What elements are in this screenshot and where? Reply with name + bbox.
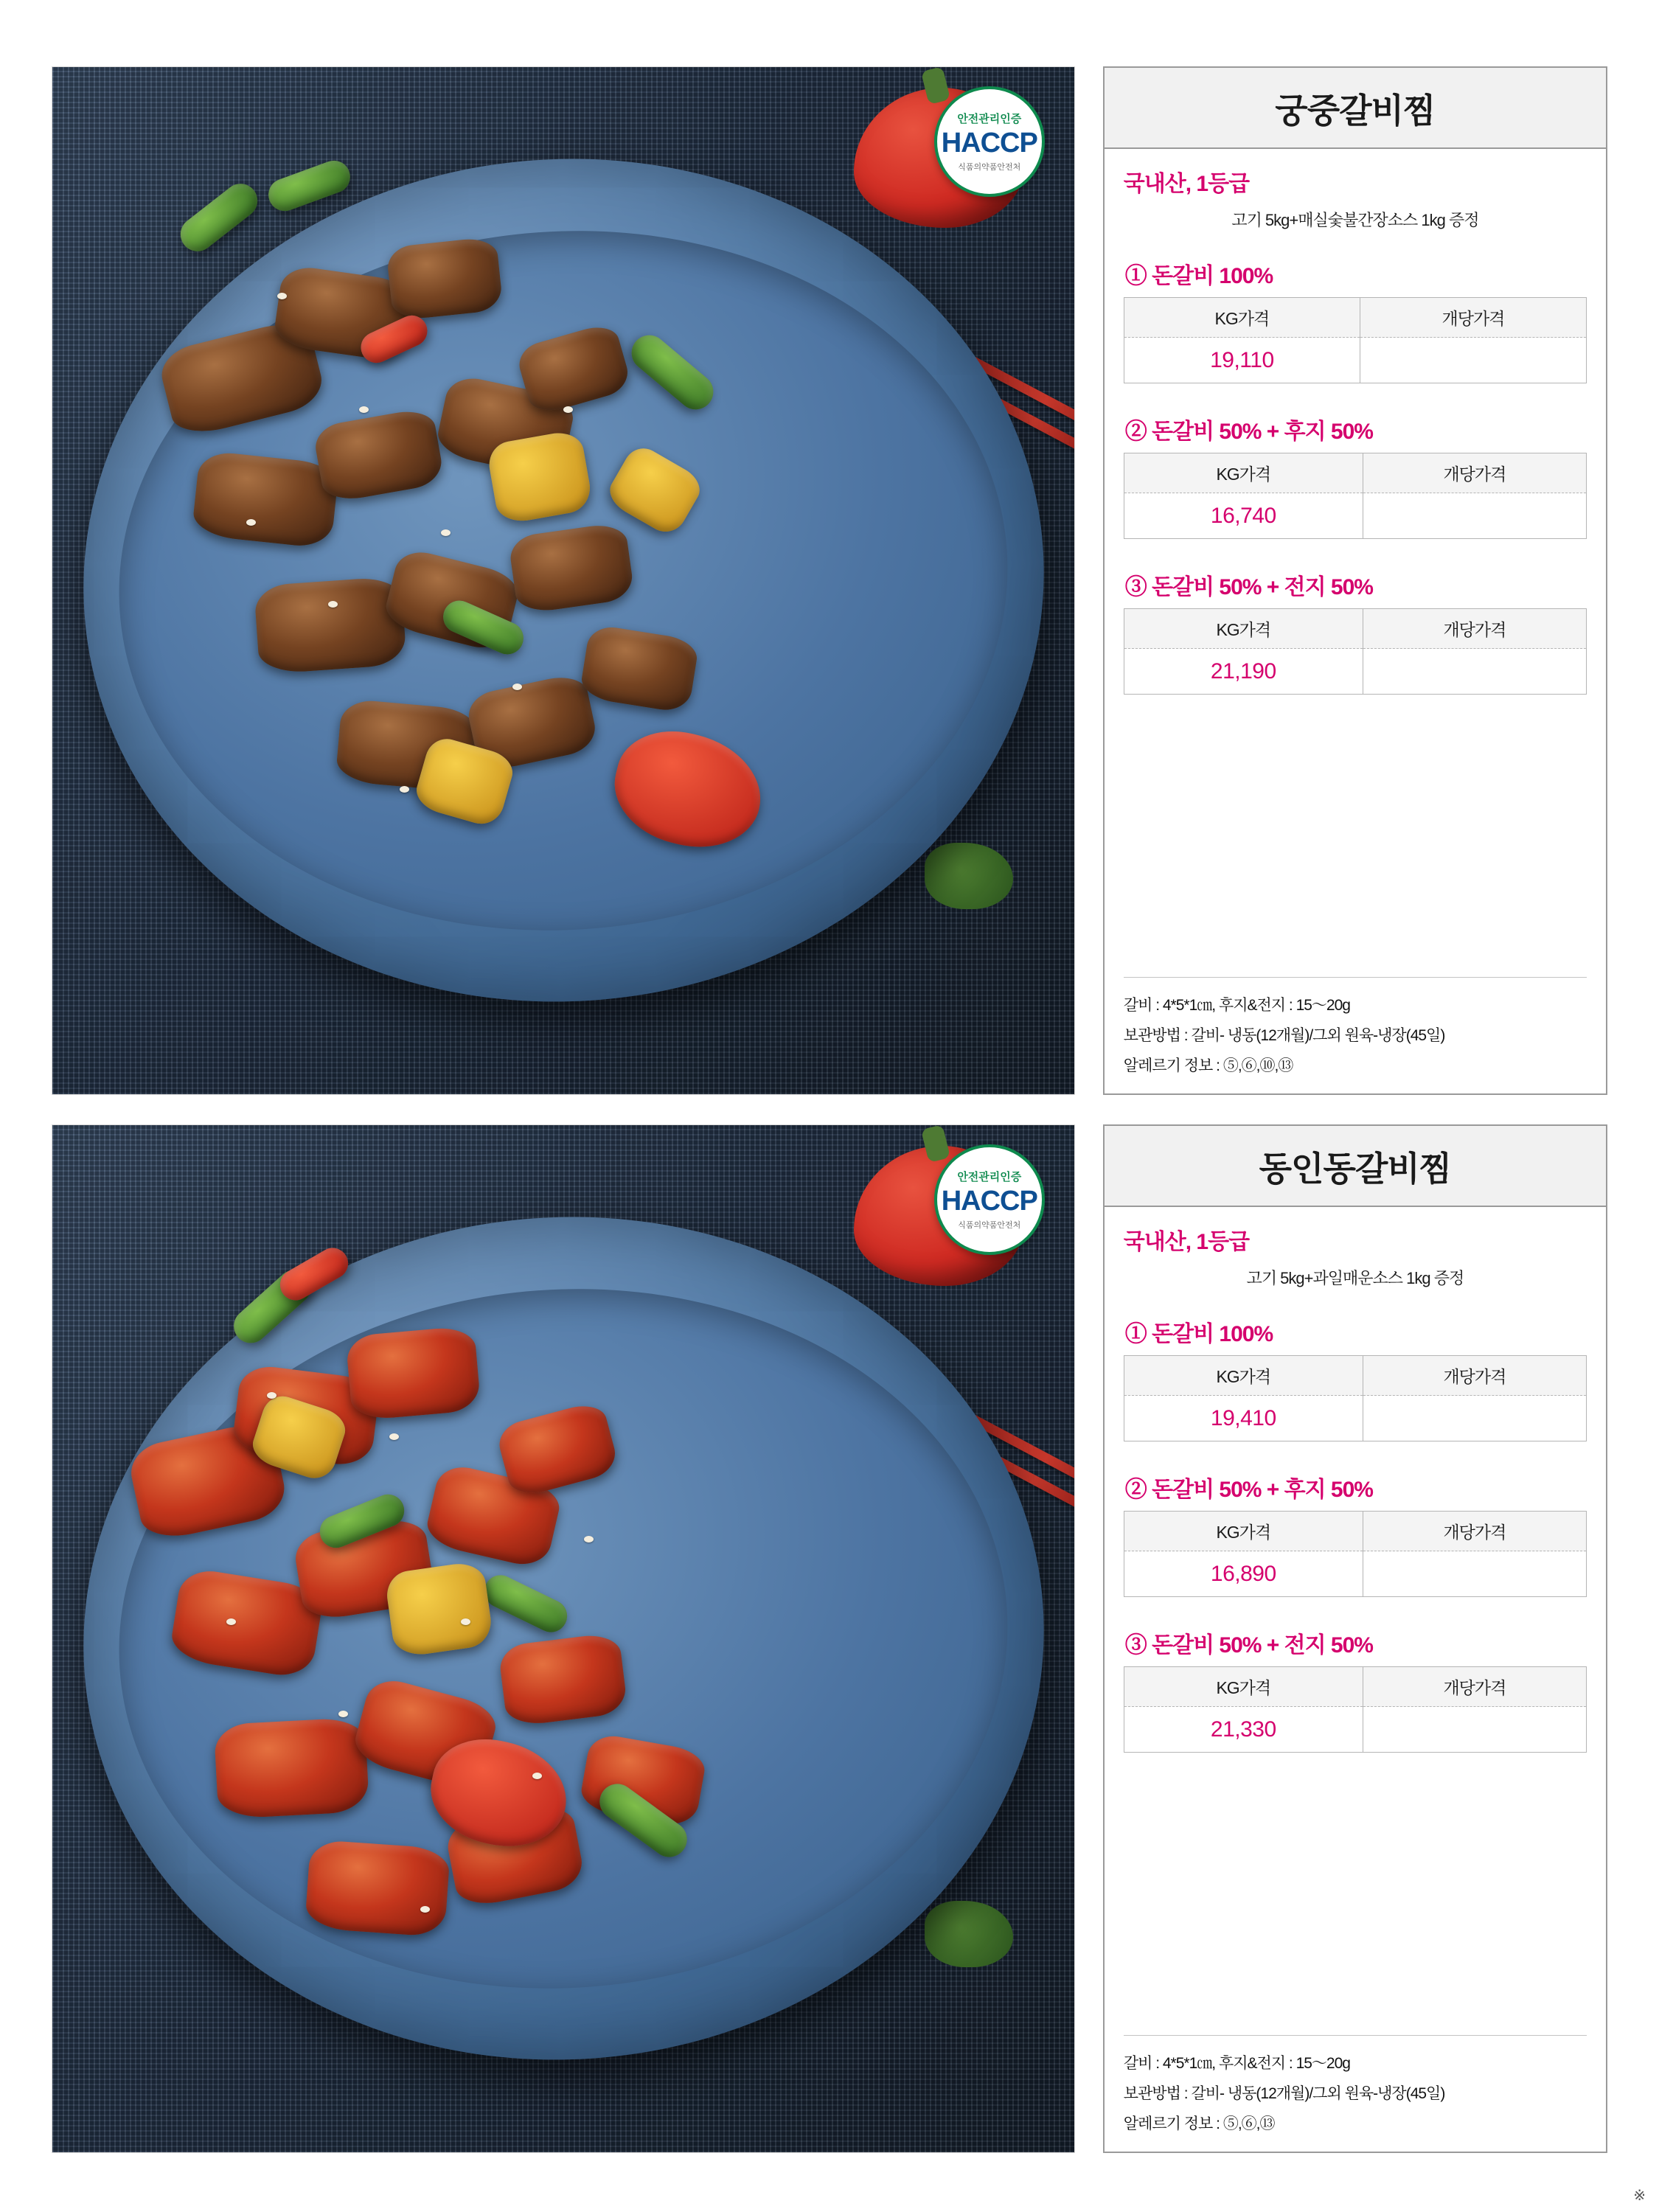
unit-price-value [1363,649,1586,695]
option-label-2: ② 돈갈비 50% + 후지 50% [1124,420,1373,444]
sesame-seed [359,406,369,413]
table-header-row [1124,609,1586,649]
option-label-2: ② 돈갈비 50% + 후지 50% [1124,1478,1373,1502]
price-table-3 [1124,608,1587,695]
kg-price-value: 16,740 [1124,493,1363,539]
haccp-certification-badge [934,1144,1045,1255]
column-header-kg-price: KG가격 [1124,298,1360,338]
spec-note: 갈비 : 4*5*1㎝, 후지&전지 : 15～20g [1123,997,1350,1015]
unit-price-value [1363,1396,1586,1441]
haccp-badge-title: HACCP [941,128,1037,159]
product-info-card [1103,66,1607,1095]
column-header-kg-price: KG가격 [1124,609,1363,649]
product-row [52,66,1607,1095]
column-header-kg-price: KG가격 [1124,1512,1363,1551]
food-pile [52,1125,1074,2152]
red-pepper-piece [603,718,773,861]
option-label-1: ① 돈갈비 100% [1124,1322,1273,1346]
meat-chunk [312,406,445,504]
product-photo-spicy-braised-ribs [52,1124,1075,2153]
photo-background [52,1125,1074,2152]
kg-price-value: 19,410 [1124,1396,1363,1441]
table-row [1124,1396,1586,1441]
option-label-3: ③ 돈갈비 50% + 전지 50% [1124,575,1373,599]
product-title: 동인동갈비찜 [1105,1126,1606,1207]
option-label-1: ① 돈갈비 100% [1124,264,1273,288]
red-chili [274,1242,354,1306]
table-header-row [1124,453,1586,493]
green-chili [264,156,355,216]
table-row [1124,1551,1586,1597]
table-row [1124,649,1586,695]
allergen-note: 알레르기 정보 : ⑤,⑥,⑩,⑬ [1123,1057,1293,1075]
price-table-1 [1124,1355,1587,1441]
haccp-badge-top-label: 안전관리인증 [957,1171,1022,1183]
meat-chunk [515,321,633,417]
allergen-note: 알레르기 정보 : ⑤,⑥,⑬ [1123,2115,1275,2133]
table-header-row [1124,1512,1586,1551]
pineapple-piece [384,1560,495,1658]
meat-chunk [494,1399,620,1499]
meat-chunk [345,1325,481,1421]
column-header-unit-price: 개당가격 [1363,1356,1586,1396]
kg-price-value: 19,110 [1124,338,1360,383]
sesame-seed [584,1536,594,1543]
meat-chunk [254,576,407,675]
photo-background [52,67,1074,1094]
green-chili [479,1570,572,1638]
meat-chunk [498,1632,628,1727]
table-header-row [1124,298,1586,338]
column-header-kg-price: KG가격 [1124,1667,1363,1707]
option-label-3: ③ 돈갈비 50% + 전지 50% [1124,1633,1373,1658]
unit-price-value [1363,1551,1586,1597]
meat-chunk [579,624,700,714]
column-header-kg-price: KG가격 [1124,1356,1363,1396]
column-header-unit-price: 개당가격 [1363,1667,1586,1707]
product-title: 궁중갈비찜 [1105,68,1606,149]
product-info-card [1103,1124,1607,2153]
table-row [1124,1707,1586,1753]
table-row [1124,493,1586,539]
haccp-badge-top-label: 안전관리인증 [957,113,1022,125]
sesame-seed [441,529,451,536]
product-grade: 국내산, 1등급 [1123,1230,1250,1254]
product-gift-note: 고기 5kg+과일매운소스 1kg 증정 [1246,1269,1464,1287]
product-info-body [1105,1207,1606,2152]
product-footer-notes [1124,2035,1587,2140]
unit-price-value [1363,493,1586,539]
sesame-seed [532,1773,542,1779]
green-chili [625,328,720,417]
food-pile [52,67,1074,1094]
table-header-row [1124,1356,1586,1396]
haccp-badge-bottom-label: 식품의약품안전처 [958,163,1021,172]
sesame-seed [563,406,573,413]
sesame-seed [338,1711,348,1717]
product-gift-note: 고기 5kg+매실숯불간장소스 1kg 증정 [1231,211,1479,229]
sesame-seed [400,786,409,793]
unit-price-value [1360,338,1586,383]
price-table-2 [1124,453,1587,539]
meat-chunk [305,1840,451,1938]
haccp-badge-title: HACCP [941,1186,1037,1217]
storage-note: 보관방법 : 갈비- 냉동(12개월)/그외 원육-냉장(45일) [1123,2085,1445,2103]
meat-chunk [214,1717,369,1820]
haccp-badge-bottom-label: 식품의약품안전처 [958,1221,1021,1230]
kg-price-value: 21,190 [1124,649,1363,695]
pineapple-piece [485,429,594,526]
price-table-3 [1124,1666,1587,1753]
sesame-seed [512,684,522,690]
product-footer-notes [1124,977,1587,1082]
green-chili [174,177,265,258]
table-header-row [1124,1667,1586,1707]
spec-note: 갈비 : 4*5*1㎝, 후지&전지 : 15～20g [1123,2055,1350,2073]
column-header-kg-price: KG가격 [1124,453,1363,493]
meat-chunk [386,236,504,321]
price-table-1 [1124,297,1587,383]
kg-price-value: 21,330 [1124,1707,1363,1753]
sesame-seed [389,1433,399,1440]
meat-chunk [507,521,635,614]
haccp-certification-badge [934,86,1045,197]
product-row [52,1124,1607,2153]
column-header-unit-price: 개당가격 [1363,609,1586,649]
meat-chunk [192,451,340,549]
column-header-unit-price: 개당가격 [1363,1512,1586,1551]
storage-note: 보관방법 : 갈비- 냉동(12개월)/그외 원육-냉장(45일) [1123,1027,1445,1045]
kg-price-value: 16,890 [1124,1551,1363,1597]
product-photo-soy-braised-ribs [52,66,1075,1095]
product-info-body [1105,149,1606,1093]
table-row [1124,338,1586,383]
product-grade: 국내산, 1등급 [1123,172,1250,196]
column-header-unit-price: 개당가격 [1363,453,1586,493]
sesame-seed [461,1618,470,1625]
column-header-unit-price: 개당가격 [1360,298,1586,338]
price-table-2 [1124,1511,1587,1597]
pineapple-piece [603,442,706,540]
page-corner-mark: ※ [1633,2188,1646,2204]
sesame-seed [226,1618,236,1625]
unit-price-value [1363,1707,1586,1753]
sesame-seed [420,1906,430,1913]
